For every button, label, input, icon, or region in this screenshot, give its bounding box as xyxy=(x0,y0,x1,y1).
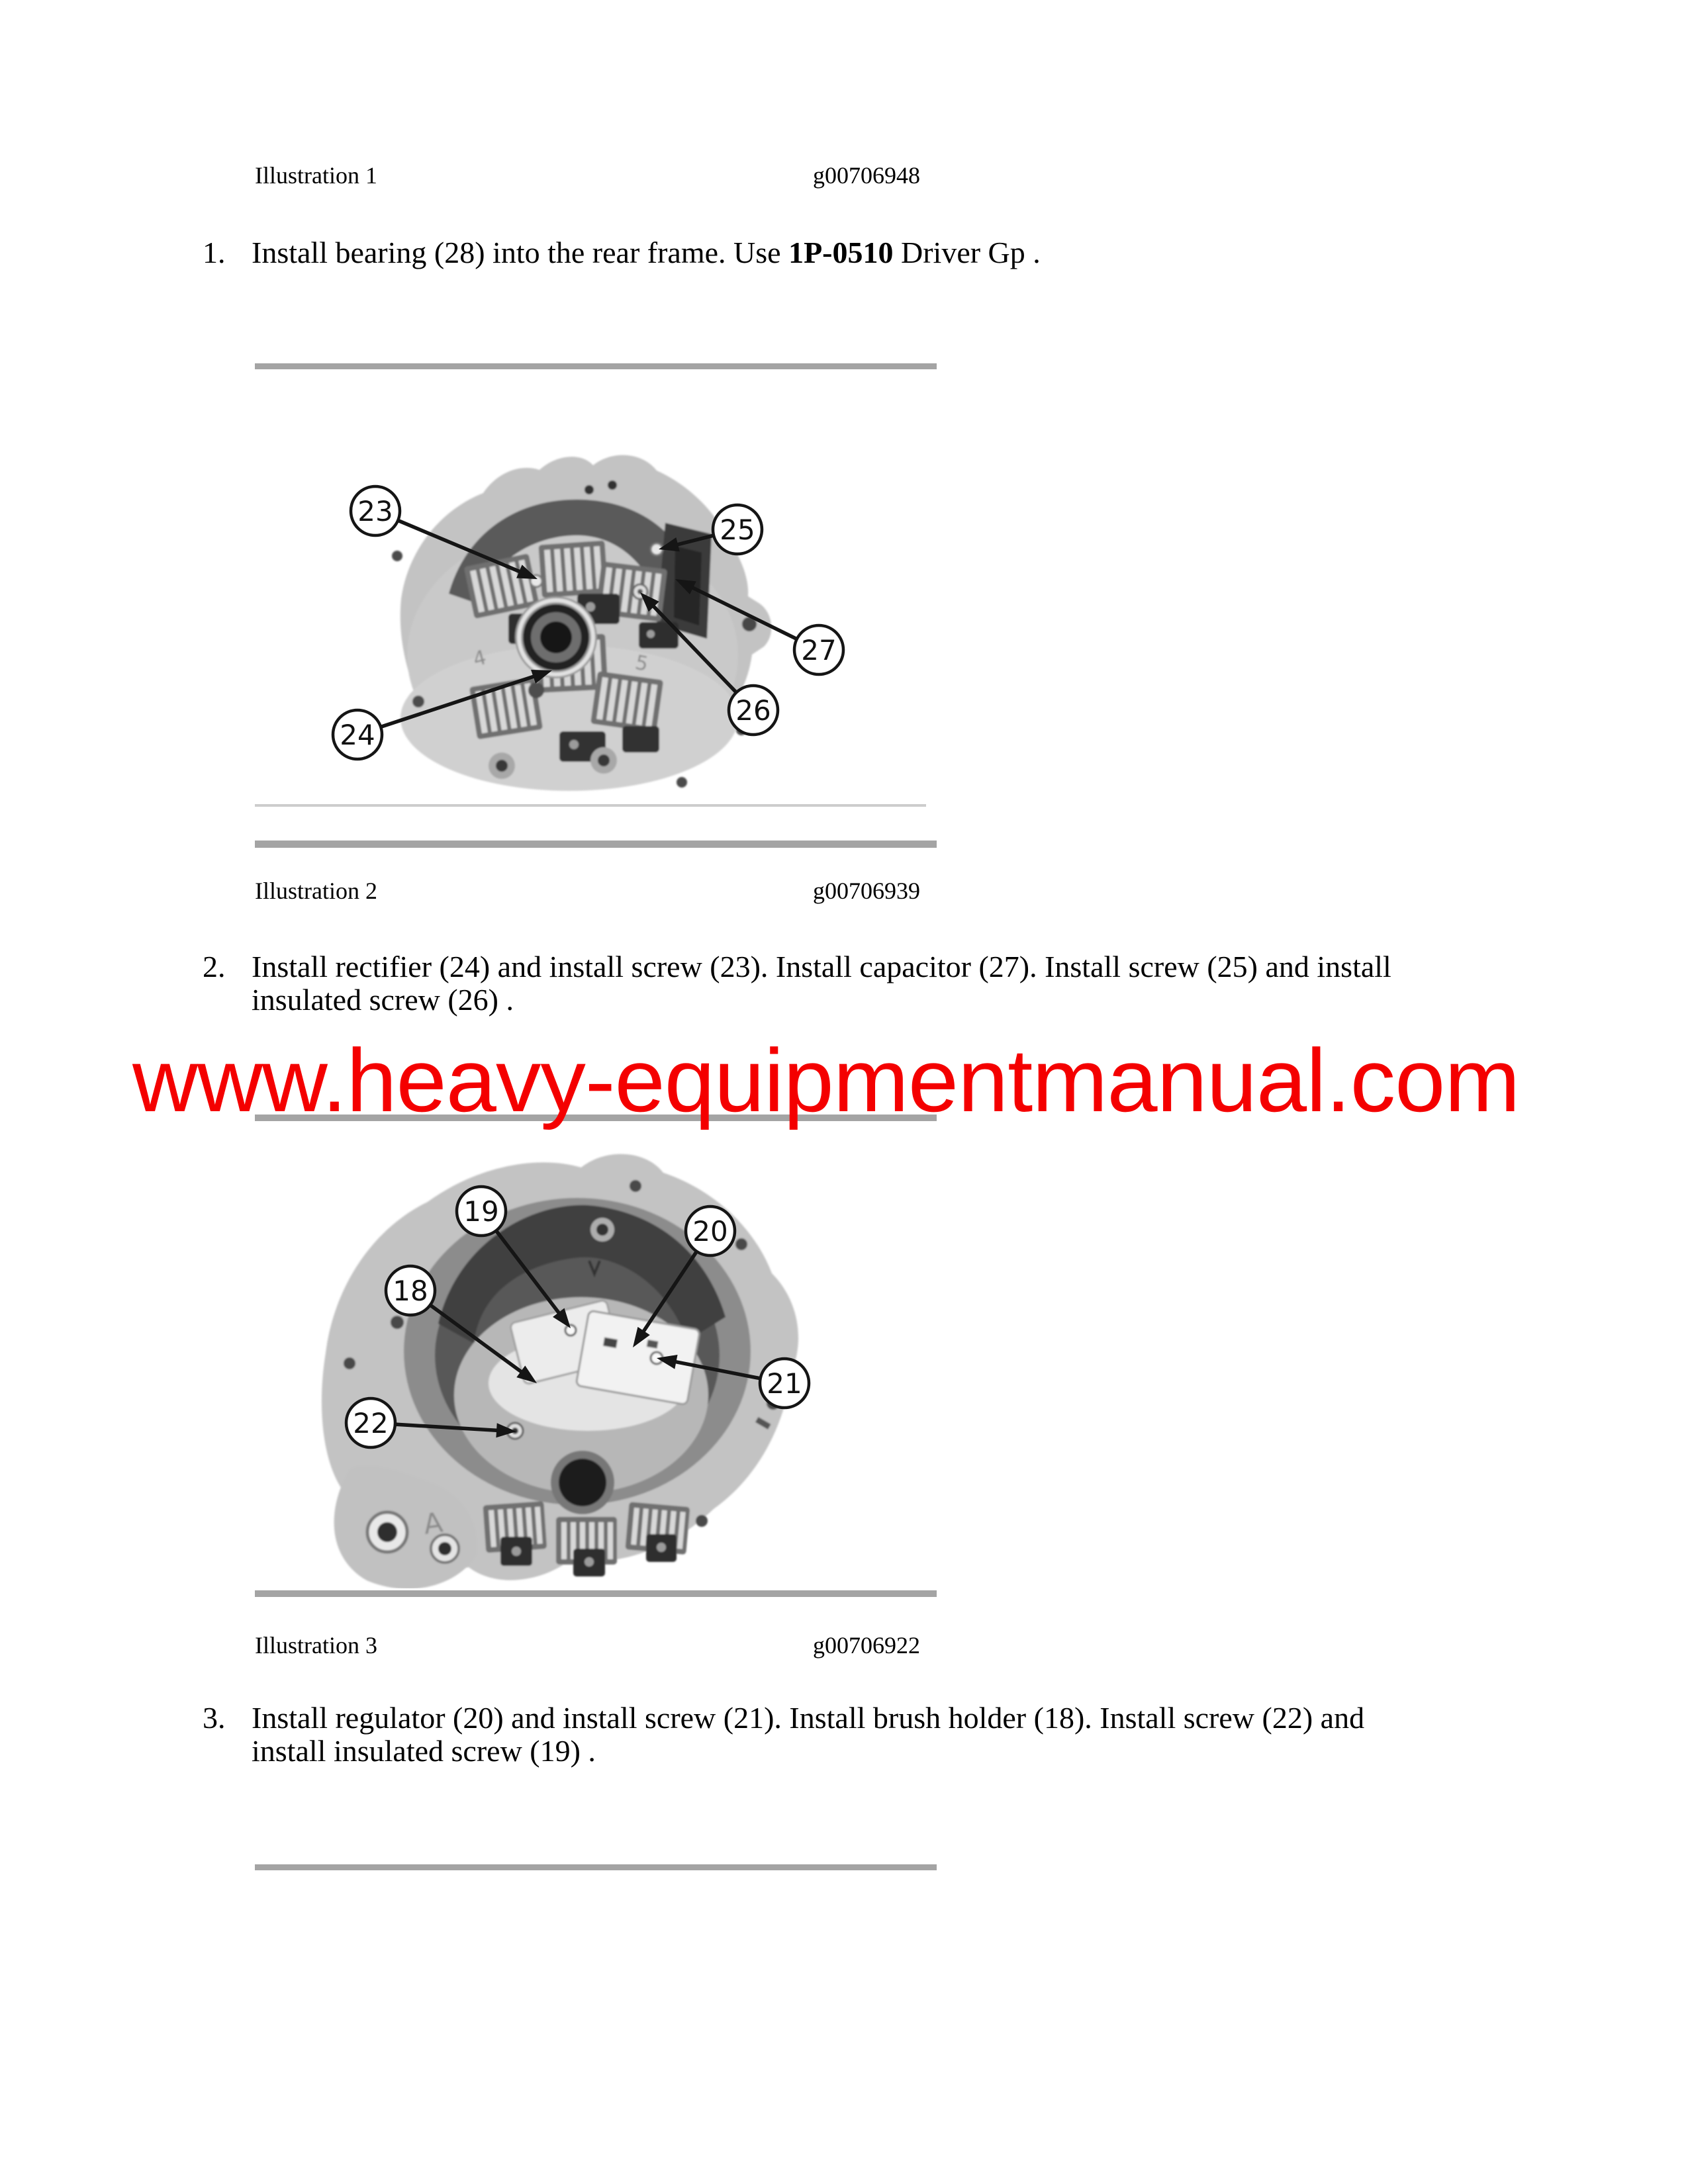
step-number: 2. xyxy=(203,950,226,983)
step-number: 3. xyxy=(203,1701,226,1735)
illustration-code: g00706922 xyxy=(813,1632,920,1659)
svg-text:20: 20 xyxy=(692,1215,728,1248)
svg-text:27: 27 xyxy=(801,634,837,666)
caption-illustration-2 xyxy=(0,876,1688,907)
step-text-line: insulated screw (26) . xyxy=(252,983,514,1017)
photo-edge-rule xyxy=(255,804,926,807)
step-text xyxy=(252,950,1391,1017)
svg-text:23: 23 xyxy=(357,495,393,527)
next-figure-top-rule xyxy=(255,1864,937,1870)
svg-text:21: 21 xyxy=(767,1367,802,1400)
svg-text:25: 25 xyxy=(720,514,755,546)
bearing-bore xyxy=(515,596,597,678)
illustration-label: Illustration 1 xyxy=(255,162,377,189)
svg-text:A: A xyxy=(421,1506,445,1541)
figure-bottom-rule xyxy=(255,841,937,848)
illustration-label: Illustration 3 xyxy=(255,1632,377,1659)
step-text-line: Install rectifier (24) and install screw (23). Install capacitor (27). Install screw (25) and install xyxy=(252,950,1391,983)
caption-illustration-1 xyxy=(0,161,1688,191)
svg-text:19: 19 xyxy=(463,1195,499,1228)
alternator-rear-frame-photo xyxy=(392,455,771,791)
figure-rear-frame-rectifier xyxy=(278,361,927,803)
figure-bottom-rule xyxy=(255,1590,937,1597)
step-text xyxy=(252,236,1041,269)
svg-text:24: 24 xyxy=(340,719,375,751)
watermark-text: www.heavy-equipmentmanual.com xyxy=(132,1030,1520,1130)
caption-illustration-3 xyxy=(0,1631,1688,1661)
step-text-line: Install regulator (20) and install screw (21). Install brush holder (18). Install screw (22) and xyxy=(252,1701,1365,1735)
figure-rear-frame-regulator xyxy=(278,1125,940,1588)
step-number: 1. xyxy=(203,236,226,269)
step-text xyxy=(252,1702,1364,1768)
step-text-line: Install bearing (28) into the rear frame. Use 1P-0510 Driver Gp . xyxy=(252,236,1041,269)
illustration-code: g00706948 xyxy=(813,162,920,189)
step-text-line: install insulated screw (19) . xyxy=(252,1734,596,1768)
illustration-label: Illustration 2 xyxy=(255,878,377,904)
svg-text:5: 5 xyxy=(633,651,651,676)
bearing-bore xyxy=(551,1451,614,1514)
svg-text:26: 26 xyxy=(735,694,771,727)
svg-text:4: 4 xyxy=(471,645,489,672)
svg-text:22: 22 xyxy=(353,1407,389,1439)
svg-text:18: 18 xyxy=(393,1275,428,1307)
illustration-code: g00706939 xyxy=(813,878,920,904)
